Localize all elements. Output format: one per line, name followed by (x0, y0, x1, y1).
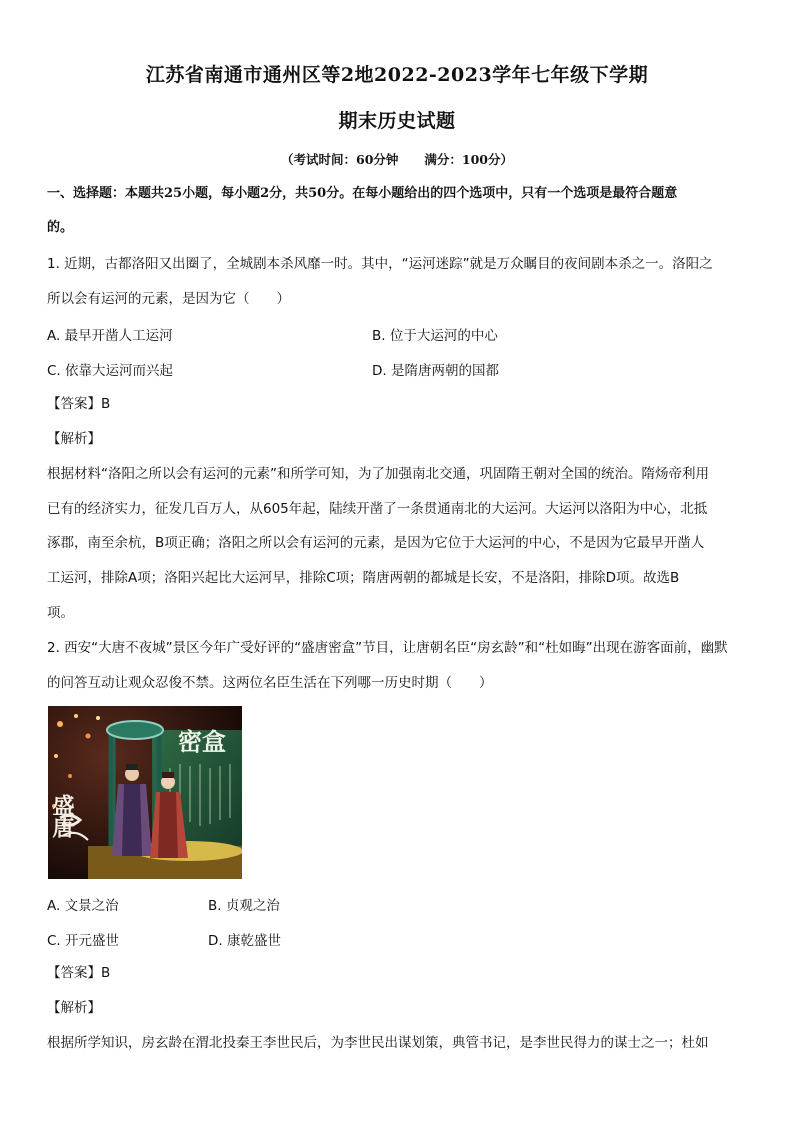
q1-option-b: B. 位于大运河的中心 (372, 328, 498, 344)
full-score: 满分：100分） (424, 152, 513, 167)
q1-analysis-line: 工运河，排除A项；洛阳兴起比大运河早，排除C项；隋唐两朝的都城是长安，不是洛阳，排除D项。故选B (47, 570, 680, 586)
q2-answer: 【答案】B (47, 965, 111, 981)
exam-title-line2: 期末历史试题 (338, 110, 456, 132)
q2-analysis-label: 【解析】 (47, 1000, 101, 1016)
q1-stem-cont: 所以会有运河的元素，是因为它（ ） (47, 291, 290, 307)
exam-title-line1: 江苏省南通市通州区等2地2022-2023学年七年级下学期 (145, 64, 649, 86)
q1-option-c: C. 依靠大运河而兴起 (47, 363, 174, 379)
photo-sign-top: 密盒 (178, 727, 226, 756)
q2-stage-photo (48, 706, 242, 879)
q2-stem-cont: 的问答互动让观众忍俊不禁。这两位名臣生活在下列哪一历史时期（ ） (47, 675, 493, 691)
section-instructions: 一、选择题：本题共25小题，每小题2分，共50分。在每小题给出的四个选项中，只有一个选项是最符合题意 (47, 186, 678, 201)
q1-analysis-line: 已有的经济实力，征发几百万人，从605年起，陆续开凿了一条贯通南北的大运河。大运河以洛阳为中心，北抵 (47, 501, 708, 517)
photo-sign-side: 盛唐 (49, 794, 75, 838)
q2-option-b: B. 贞观之治 (208, 898, 280, 914)
q2-stem: 2. 西安“大唐不夜城”景区今年广受好评的“盛唐密盒”节目，让唐朝名臣“房玄龄”和“杜如晦”出现在游客面前，幽默 (47, 640, 728, 656)
exam-time: （考试时间：60分钟 (281, 152, 399, 167)
q1-analysis-line: 涿郡，南至余杭，B项正确；洛阳之所以会有运河的元素，是因为它位于大运河的中心，不是因为它最早开凿人 (47, 535, 705, 551)
q1-analysis-label: 【解析】 (47, 431, 101, 447)
q1-answer: 【答案】B (47, 396, 111, 412)
exam-info (0, 150, 794, 168)
q1-option-d: D. 是隋唐两朝的国都 (372, 363, 499, 379)
q2-option-c: C. 开元盛世 (47, 933, 120, 949)
q1-option-a: A. 最早开凿人工运河 (47, 328, 173, 344)
q2-option-d: D. 康乾盛世 (208, 933, 281, 949)
section-instructions-cont: 的。 (47, 220, 74, 235)
q1-analysis-line: 项。 (47, 605, 74, 621)
q1-analysis-line: 根据材料“洛阳之所以会有运河的元素”和所学可知，为了加强南北交通，巩固隋王朝对全国的统治。隋炀帝利用 (47, 466, 709, 482)
q2-option-a: A. 文景之治 (47, 898, 119, 914)
q1-stem: 1. 近期，古都洛阳又出圈了，全城剧本杀风靡一时。其中，“运河迷踪”就是万众瞩目的夜间剧本杀之一。洛阳之 (47, 256, 713, 272)
q2-analysis-line: 根据所学知识，房玄龄在渭北投秦王李世民后，为李世民出谋划策，典管书记，是李世民得力的谋士之一；杜如 (47, 1035, 709, 1051)
